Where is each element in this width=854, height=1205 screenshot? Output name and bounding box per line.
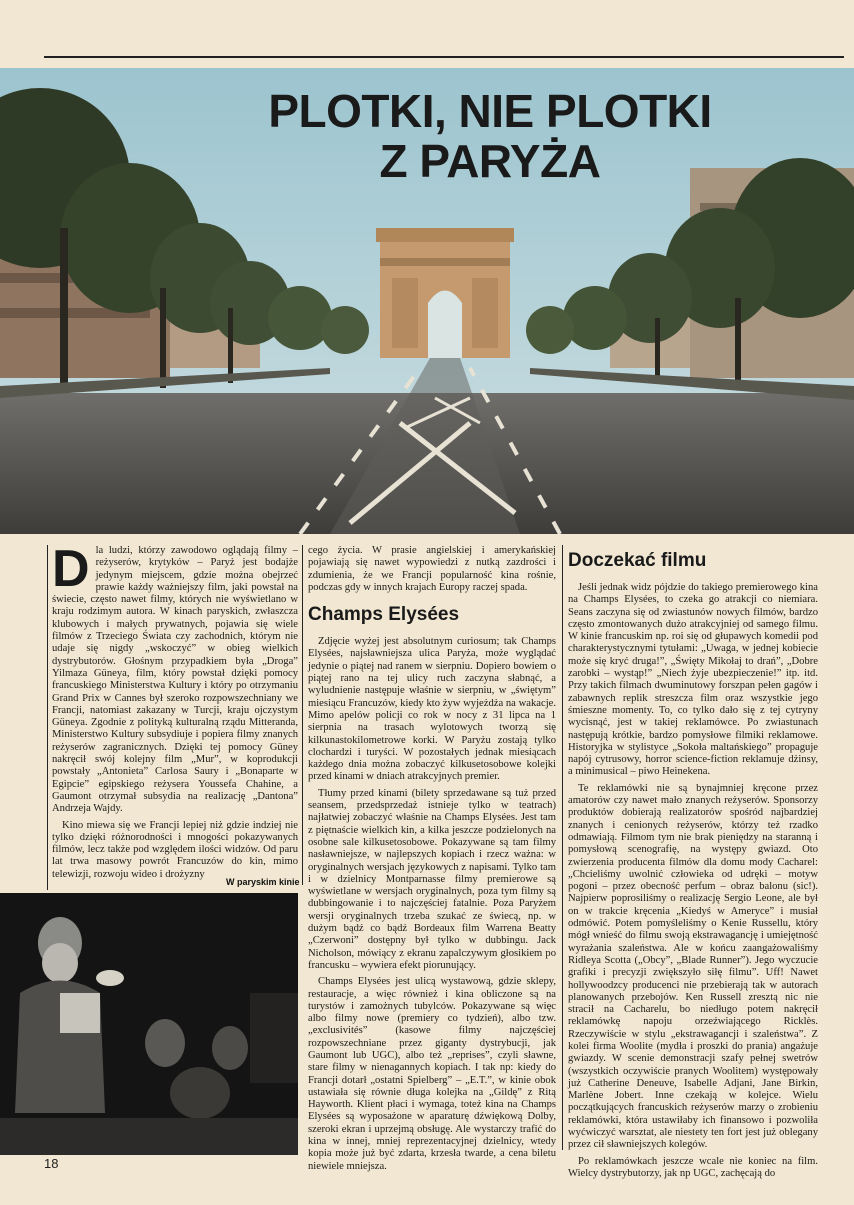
section-heading: Doczekać filmu <box>568 550 707 571</box>
column-1 <box>52 540 298 885</box>
paragraph: Po reklamówkach jeszcze wcale nie koniec na film. Wielcy dystrybutorzy, jak np UGC, zachęcają do <box>568 1155 818 1179</box>
photo-caption: W paryskim kinie <box>226 877 300 887</box>
paragraph: Champs Elysées jest ulicą wystawową, gdzie sklepy, restauracje, a więc również i kina obliczone są na turystów i zamożnych tubylców. Pokazywane są więc albo filmy nowe (premiery co tydzień), albo tzw. „exclusivités” (kasowe filmy najczęściej rozpowszechniane przez giganty dystrybucji, jak Gaumont lub UGC), albo też „reprises”, czyli sławne, stare filmy w nienagannych kopiach. I tak np: kiedy do Francji dotarł „ostatni Spielberg” – „E.T.”, w kinie obok ustawiała się równie długa kolejka na „Gildę” z Ritą Hayworth. Klient płaci i wymaga, toteż kina na Champs Elysées są wyposażone w aparaturę dźwiękową Dolby, szeroki ekran i uprzejmą obsługę. Ale wystarczy trafić do kina w innej, mniej reprezentacyjnej dzielnicy, wtedy kopia może już być zdarta, krzesła twarde, a cena biletu niewiele mniejsza. <box>308 976 556 1172</box>
column-rule <box>47 545 48 890</box>
page-number: 18 <box>44 1156 59 1171</box>
paragraph: Kino miewa się we Francji lepiej niż gdzie indziej nie tylko dzięki różnorodności i mnogości pokazywanych filmów, lecz także pod względem ilości widzów. Od paru lat trwa masowy powrót Francuzów do kin, mimo telewizji, rozwoju wideo i drożyzny <box>52 819 298 880</box>
paragraph: Jeśli jednak widz pójdzie do takiego premierowego kina na Champs Elysées, to czeka go atrakcji co niemiara. Seans zaczyna się od zwiastunów nowych filmów, bardzo często zmontowanych dużo atrakcyjniej od samego filmu. W kinie francuskim np. roi się od głupawych komedii pod charakterystycznymi tytułami: „Uwaga, w jednej kobiecie może się kryć druga!”, „Święty Mikołaj to drań”, „Dobre zarobki – wystąp!” „Niech żyje ubezpieczenie!” itp. itd. Przy takich filmach dwuminutowy forszpan pełen gagów i zabawnych replik streszcza film oraz wszystkie jego śmieszne momenty. To, co tylko dało się z tej cytryny wycisnąć, jest w takiej reklamówce. Po zwiastunach następują krótkie, bardzo pomysłowe filmiki reklamowe. Historyjka w stylistyce „Sokoła maltańskiego” propaguje napój cytrusowy, horror science-fiction reklamuje dżinsy, a minimusical – piwo Heinekena. <box>568 582 818 778</box>
column-rule <box>302 545 303 885</box>
column-3 <box>568 550 818 1184</box>
paragraph <box>52 540 298 816</box>
column-2 <box>308 545 556 1177</box>
paragraph: Zdjęcie wyżej jest absolutnym curiosum; tak Champs Elysées, najsławniejsza ulica Paryża, może wyglądać jedynie o piątej nad ranem w sierpniu. Dopiero bowiem o piątej rano na tej ulicy ruch zaczyna słabnąć, a wyludnienie następuje właśnie w sierpniu, w „świętym” miesiącu Francuzów, kiedy kto żyw wyjeżdża na wakacje. Mimo apelów policji co rok w nocy z 31 lipca na 1 sierpnia na trasach wylotowych tworzą się kilkunastokilometrowe korki. W Paryżu zostają tylko clochardzi i turyści. W pozostałych jednak miesiącach każdego dnia można zobaczyć kilkusetosobowe kolejki przed kinami w dniach atrakcyjnych premier. <box>308 636 556 783</box>
paragraph: Tłumy przed kinami (bilety sprzedawane są tuż przed seansem, przedsprzedaż istnieje tylko w teatrach) najłatwiej zobaczyć właśnie na Champs Elysées. Jest tam z piętnaście wielkich kin, a kilka jeszcze podzielonych na osobne sale kilkusetosobowe. Pokazywane są tam filmy nasławniejsze, w najlepszych kopiach i rzecz ważna: w oryginalnych wersjach językowych z napisami. Tylko tam i w dzielnicy Montparnasse filmy premierowe są wyświetlane w wersjach oryginalnych, poza tym filmy są dubbingowanie i to najczęściej fatalnie. Poza Paryżem wersji oryginalnych trzeba szukać ze świecą, np. w dużym bądź co bądź Bordeaux film Warrena Beatty „Czerwoni” dostępny był tylko w dubbingu. Jack Nicholson, mówiący z ekranu zapalczywym głosikiem po francusku – wywiera efekt piorunujący. <box>308 787 556 971</box>
section-heading: Champs Elysées <box>308 604 460 626</box>
top-rule <box>44 56 844 58</box>
headline-line-2: Z PARYŻA <box>379 135 601 187</box>
headline-line-1: PLOTKI, NIE PLOTKI <box>268 85 712 137</box>
photo-cinema-audience <box>0 893 298 1155</box>
paragraph-text: la ludzi, którzy zawodowo oglądają filmy – reżyserów, krytyków – Paryż jest bodajże jedynym miejscem, gdzie można obejrzeć prawie każdy ważniejszy film, jaki powstał na świecie, często nawet filmy, których nie wyświetlano w kraju rodzimym autora. W kinach paryskich, zwłaszcza klubowych i małych prywatnych, pojawia się wiele filmów z Trzeciego Świata czy zachodnich, którym nie udaje się nigdy „wskoczyć” w obieg wielkich dystrybutorów. Głośnym przypadkiem była „Droga” Yilmaza Güneya, film, który powstał dzięki pomocy francuskiego Ministerstwa Kultury i który po otrzymaniu Grand Prix w Cannes był szeroko rozpowszechniany we Francji, natomiast zakazany w Turcji, kraju ojczystym Güneya. Zgodnie z polityką kulturalną rządu Mitteranda, Ministerstwo Kultury subsydiuje i popiera filmy znanych reżyserów zagranicznych. Dzięki tej pomocy Güney nakręcił swój kolejny film „Mur”, w koprodukcji powstały „Antonieta” Carlosa Saury i „Bonaparte w Egipcie” egipskiego reżysera Youssefa Chahine, a Gaumont otrzymał subsydia na realizację „Dantona” Andrzeja Wajdy. <box>52 545 298 815</box>
drop-cap: D <box>52 540 90 598</box>
paragraph: Te reklamówki nie są bynajmniej kręcone przez amatorów czy nawet mało znanych reżyserów. Sponsorzy produktów dobierają realizatorów spośród najbardziej znanych i cenionych reżyserów, którzy też rzadko odmawiają. Filmom tym nie brak pieniędzy na staranną i pomysłową scenografię, na występy gwiazd. Oto zwierzenia producenta filmów dla domu mody Cacharel: „Chcieliśmy uwolnić człowieka od udręki – motyw pogoni – przez obecność perfum – obraz balonu (sic!). Najpierw poprosiliśmy o realizację Sergio Leone, ale był on w trakcie kręcenia „Kiedyś w Ameryce” i musiał odmówić. Potem pomyśleliśmy o Kenie Russellu, który mógł wnieść do filmu swoją ekstrawagancję i umiejętność wyrażania szaleństwa. Ale w końcu zaangażowaliśmy Ridleya Scotta („Obcy”, „Blade Runner”). Jego wyczucie grafiki i precyzji zwiększyło siłę filmu”. Uff! Nawet hollywoodzcy producenci nie przebierają tak w autorach planowanych przebojów. Ken Russell zresztą nic nie stracił na Cacharelu, bo niedługo potem nakręcił reklamówkę napoju orzeźwiającego Ricklès. Rzeczywiście w stylu „ekstrawagancji i szaleństwa”. Z kolei firma Woolite (mydła i proszki do prania) angażuje gwiazdy. W scenie demonstracji szafy pełnej swetrów (wszystkich oczywiście pranych Woolitem) występowały już Catherine Deneuve, Isabelle Adjani, Jane Birkin, Marlène Jobert. Inne czekają w kolejce. Wielu początkujących francuskich reżyserów marzy o zrobieniu reklamówki, która ustawiłaby ich finansowo i pozwoliła wyćwiczyć warsztat, ale niestety ten fort jest już oblegany przez cił sławniejszych kolegów. <box>568 782 818 1151</box>
headline <box>170 86 810 186</box>
column-rule <box>562 545 563 1150</box>
paragraph: cego życia. W prasie angielskiej i amerykańskiej pojawiają się nawet wypowiedzi z nutką zazdrości i zdumienia, że we Francji popularność kina rośnie, podczas gdy w innych krajach Europy raczej spada. <box>308 545 556 593</box>
